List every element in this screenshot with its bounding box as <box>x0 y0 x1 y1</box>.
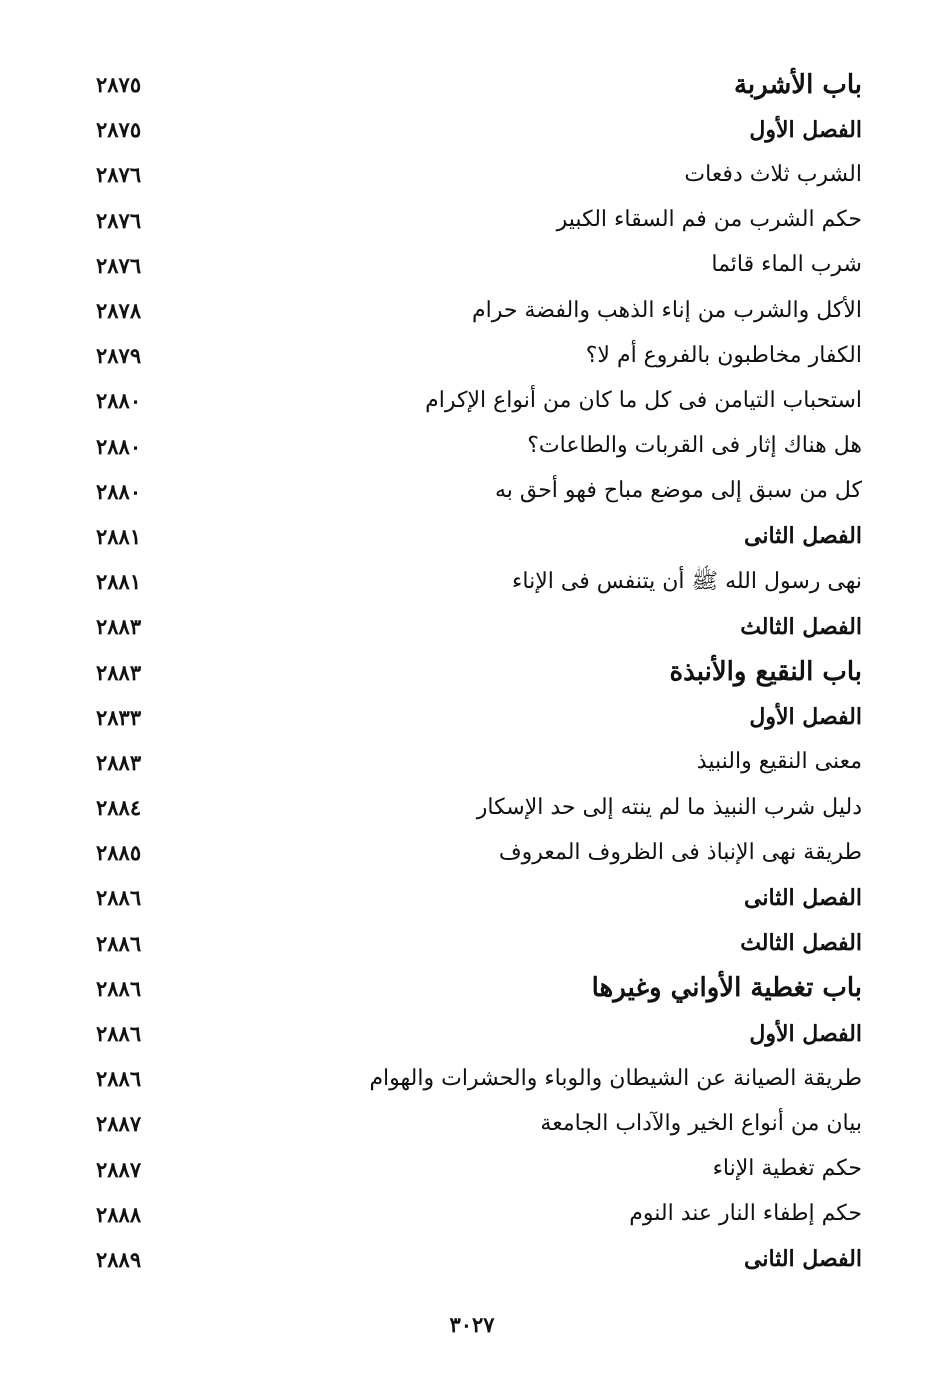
toc-page-number: ٢٨٧٦ <box>96 207 142 233</box>
toc-entry-title: الفصل الأول <box>749 1020 862 1047</box>
toc-page-number: ٢٨٨٨ <box>96 1201 142 1227</box>
toc-chapter-row <box>96 966 862 1011</box>
toc-page-number: ٢٨٣٣ <box>96 704 142 730</box>
toc-section-row <box>96 695 862 740</box>
toc-entry-title: شرب الماء قائما <box>711 252 862 278</box>
toc-topic-row <box>96 559 862 604</box>
toc-topic-row <box>96 830 862 875</box>
toc-page-number: ٢٨٨٠ <box>96 433 142 459</box>
toc-page-number: ٢٨٧٨ <box>96 298 142 324</box>
toc-page-number: ٢٨٨٦ <box>96 885 142 911</box>
toc-topic-row <box>96 1056 862 1101</box>
toc-entry-title: طريقة نهى الإنباذ فى الظروف المعروف <box>498 839 862 865</box>
toc-topic-row <box>96 152 862 197</box>
toc-page-number: ٢٨٨٦ <box>96 1021 142 1047</box>
table-of-contents <box>96 62 862 1282</box>
toc-section-row <box>96 604 862 649</box>
toc-page-number: ٢٨٧٩ <box>96 343 142 369</box>
toc-page-number: ٢٨٨١ <box>96 523 142 549</box>
toc-section-row <box>96 514 862 559</box>
toc-entry-title: الفصل الأول <box>749 116 862 143</box>
toc-entry-title: الفصل الثانى <box>744 1246 862 1273</box>
toc-entry-title: الفصل الأول <box>749 704 862 731</box>
page-number: ٣٠٢٧ <box>449 1312 495 1337</box>
toc-page-number: ٢٨٨٣ <box>96 614 142 640</box>
toc-page-number: ٢٨٨٦ <box>96 975 142 1001</box>
toc-entry-title: الأكل والشرب من إناء الذهب والفضة حرام <box>472 297 862 323</box>
toc-entry-title: الفصل الثالث <box>740 930 862 957</box>
toc-topic-row <box>96 785 862 830</box>
toc-entry-title: الفصل الثانى <box>744 523 862 550</box>
toc-entry-title: حكم إطفاء النار عند النوم <box>629 1201 862 1227</box>
toc-page-number: ٢٨٨٩ <box>96 1246 142 1272</box>
toc-topic-row <box>96 288 862 333</box>
toc-page-number: ٢٨٧٦ <box>96 162 142 188</box>
toc-section-row <box>96 1237 862 1282</box>
toc-page-number: ٢٨٨٧ <box>96 1111 142 1137</box>
toc-page-number: ٢٨٨٧ <box>96 1156 142 1182</box>
toc-page-number: ٢٨٧٥ <box>96 117 142 143</box>
toc-section-row <box>96 107 862 152</box>
toc-entry-title: كل من سبق إلى موضع مباح فهو أحق به <box>494 478 862 504</box>
toc-entry-title: طريقة الصيانة عن الشيطان والوباء والحشرات والهوام <box>369 1065 862 1091</box>
toc-page-number: ٢٨٨٣ <box>96 659 142 685</box>
toc-entry-title: باب تغطية الأواني وغيرها <box>591 973 862 1004</box>
toc-page-number: ٢٨٨٣ <box>96 749 142 775</box>
toc-topic-row <box>96 740 862 785</box>
toc-entry-title: الشرب ثلاث دفعات <box>684 161 862 187</box>
toc-entry-title: الفصل الثالث <box>740 613 862 640</box>
toc-page-number: ٢٨٧٥ <box>96 72 142 98</box>
toc-topic-row <box>96 1192 862 1237</box>
toc-topic-row <box>96 469 862 514</box>
toc-entry-title: هل هناك إثار فى القربات والطاعات؟ <box>527 433 862 459</box>
toc-page-number: ٢٨٨١ <box>96 569 142 595</box>
toc-page-number: ٢٨٨٦ <box>96 930 142 956</box>
toc-section-row <box>96 875 862 920</box>
toc-chapter-row <box>96 62 862 107</box>
toc-entry-title: باب النقيع والأنبذة <box>669 657 862 688</box>
toc-topic-row <box>96 198 862 243</box>
toc-entry-title: حكم الشرب من فم السقاء الكبير <box>556 207 862 233</box>
toc-topic-row <box>96 1147 862 1192</box>
toc-section-row <box>96 1011 862 1056</box>
toc-section-row <box>96 921 862 966</box>
toc-entry-title: نهى رسول الله ﷺ أن يتنفس فى الإناء <box>512 568 862 594</box>
toc-page-number: ٢٨٧٦ <box>96 252 142 278</box>
toc-entry-title: باب الأشربة <box>733 69 862 100</box>
toc-page-number: ٢٨٨٠ <box>96 478 142 504</box>
toc-entry-title: حكم تغطية الإناء <box>712 1156 862 1182</box>
toc-entry-title: الفصل الثانى <box>744 884 862 911</box>
toc-topic-row <box>96 243 862 288</box>
toc-topic-row <box>96 378 862 423</box>
toc-chapter-row <box>96 649 862 694</box>
toc-entry-title: دليل شرب النبيذ ما لم ينته إلى حد الإسكار <box>476 794 862 820</box>
toc-page-number: ٢٨٨٤ <box>96 795 142 821</box>
toc-topic-row <box>96 1101 862 1146</box>
toc-page-number: ٢٨٨٦ <box>96 1066 142 1092</box>
toc-topic-row <box>96 424 862 469</box>
toc-page-number: ٢٨٨٠ <box>96 388 142 414</box>
toc-topic-row <box>96 333 862 378</box>
toc-entry-title: بيان من أنواع الخير والآداب الجامعة <box>540 1110 862 1136</box>
toc-entry-title: استحباب التيامن فى كل ما كان من أنواع الإكرام <box>425 387 862 413</box>
toc-entry-title: الكفار مخاطبون بالفروع أم لا؟ <box>585 342 862 368</box>
toc-page-number: ٢٨٨٥ <box>96 840 142 866</box>
toc-entry-title: معنى النقيع والنبيذ <box>696 749 862 775</box>
